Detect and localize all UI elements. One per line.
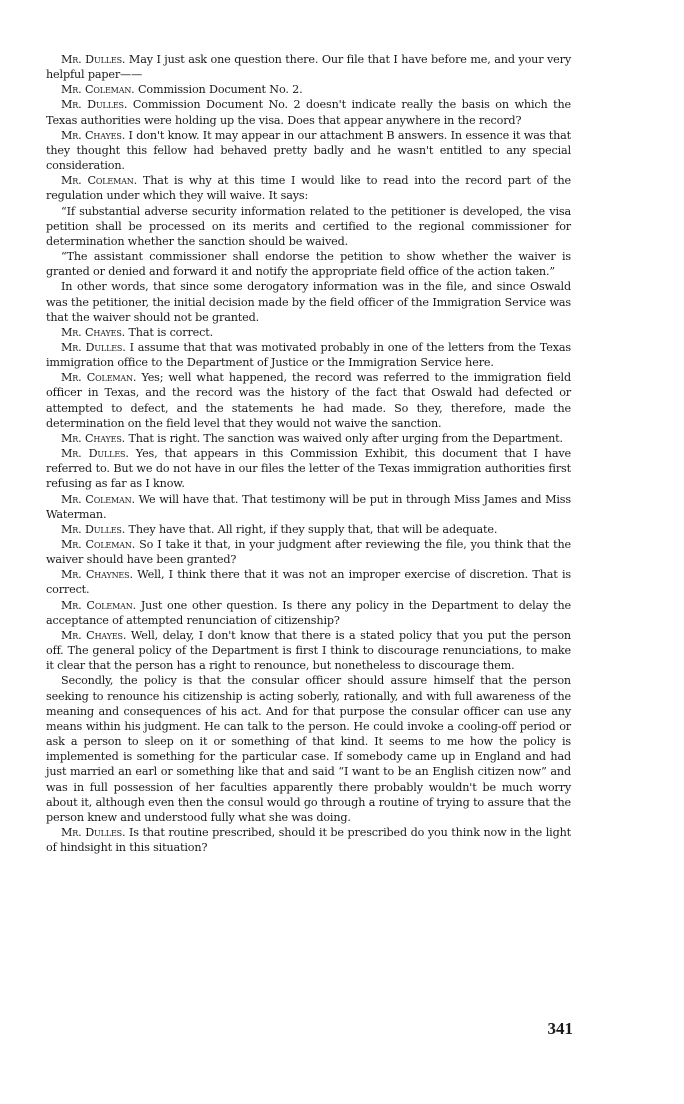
speaker-name: Mr. Chayes. — [61, 128, 126, 142]
paragraph-coleman — [46, 173, 571, 203]
paragraph-text: I assume that that was motivated probably in one of the letters from the Texas immigration office to the Department of Justice or the Immigration Service here. — [46, 340, 571, 370]
paragraph-text: That is right. The sanction was waived only after urging from the Department. — [125, 431, 563, 445]
paragraph-dulles — [46, 446, 571, 491]
speaker-name: Mr. Chayes. — [61, 431, 126, 445]
paragraph-text: That is why at this time I would like to read into the record part of the regulation under which they will waive. It says: — [46, 174, 571, 203]
speaker-name: Mr. Coleman. — [61, 174, 138, 188]
speaker-name: Mr. Coleman. — [61, 83, 135, 97]
speaker-name: Mr. Dulles. — [61, 522, 126, 536]
paragraph-text: Just one other question. Is there any policy in the Department to delay the acceptance of attempted renunciation of citizenship? — [46, 598, 571, 627]
paragraph-text: We will have that. That testimony will be put in through Miss James and Miss Waterman. — [46, 492, 571, 521]
paragraph-coleman — [46, 492, 571, 522]
speaker-name: Mr. Coleman. — [61, 598, 137, 612]
paragraph-text: May I just ask one question there. Our file that I have before me, and your very helpful paper—— — [46, 53, 571, 82]
paragraph-continuation — [46, 673, 571, 825]
paragraph-text: Well, delay, I don't know that there is a stated policy that you put the person off. The general policy of the Department is first I think to discourage renunciations, to make it clear that the person has a right to renounce, but nonetheless to discourage them. — [46, 628, 571, 673]
speaker-name: Mr. Dulles. — [61, 98, 128, 112]
speaker-name: Mr. Coleman. — [61, 492, 135, 506]
document-page — [46, 52, 571, 855]
regulation-quote — [46, 204, 571, 249]
speaker-name: Mr. Dulles. — [61, 825, 126, 839]
paragraph-chayes — [46, 431, 571, 446]
paragraph-text: Secondly, the policy is that the consular officer should assure himself that the person seeking to renounce his citizenship is acting soberly, rationally, and with full awareness of the meaning and consequences of his act. And for that purpose the consular officer can use any means within his judgment. He can talk to the person. He could invoke a cooling-off period or ask a person to sleep on it or something of that kind. It seems to me how the policy is implemented is something for the particular case. If somebody came up in England and had just married an earl or something like that and said “I want to be an English citizen now” and was in full possession of her faculties apparently there probably wouldn't be much worry about it, although even then the consul would go through a routine of trying to assure that the person knew and understood fully what she was doing. — [46, 674, 571, 824]
paragraph-chayes — [46, 628, 571, 673]
paragraph-text: Commission Document No. 2. — [134, 83, 303, 97]
paragraph-text: They have that. All right, if they supply that, that will be adequate. — [125, 522, 498, 536]
paragraph-dulles — [46, 340, 571, 370]
paragraph-chayes — [46, 128, 571, 173]
paragraph-coleman — [46, 370, 571, 431]
paragraph-coleman — [46, 537, 571, 567]
speaker-name: Mr. Dulles. — [61, 340, 126, 354]
paragraph-text: I don't know. It may appear in our attachment B answers. In essence it was that they thought this fellow had behaved pretty badly and he wasn't entitled to any special consideration. — [46, 128, 572, 173]
paragraph-chayes — [46, 325, 571, 340]
paragraph-dulles — [46, 825, 571, 855]
paragraph-coleman — [46, 598, 571, 628]
speaker-name: Mr. Coleman. — [61, 538, 136, 551]
paragraph-text: Well, I think there that it was not an improper exercise of discretion. That is correct. — [46, 568, 571, 597]
speaker-name: Mr. Chaynes. — [61, 568, 133, 582]
paragraph-coleman — [46, 82, 571, 97]
speaker-name: Mr. Chayes. — [61, 325, 126, 339]
paragraph-dulles — [46, 97, 571, 127]
paragraph-text: “If substantial adverse security information related to the petitioner is developed, the visa petition shall be processed on its merits and certified to the regional commissioner for determination whether the sanction should be waived. — [46, 204, 571, 248]
paragraph-text: That is correct. — [125, 325, 213, 339]
page-number: 341 — [547, 1019, 573, 1038]
speaker-name: Mr. Chayes. — [61, 628, 127, 642]
paragraph-text: So I take it that, in your judgment after reviewing the file, you think that the waiver should have been granted? — [46, 538, 571, 567]
paragraph-text: In other words, that since some derogatory information was in the file, and since Oswald was the petitioner, the initial decision made by the field officer of the Immigration Service was that the waiver should not be granted. — [46, 280, 571, 324]
regulation-quote — [46, 249, 571, 279]
paragraph-dulles-question — [46, 52, 571, 82]
paragraph-text: Yes; well what happened, the record was referred to the immigration field officer in Texas, and the record was the history of the fact that Oswald had defected or attempted to defect, and the statements he had made. So they, therefore, made the determination on the field level that they would not waive the sanction. — [46, 371, 571, 430]
speaker-name: Mr. Coleman. — [61, 371, 137, 385]
paragraph-text: Yes, that appears in this Commission Exhibit, this document that I have referred to. But we do not have in our files the letter of the Texas immigration authorities first refusing as far as I know. — [46, 447, 572, 491]
speaker-name: Mr. Dulles. — [61, 53, 126, 66]
paragraph-text: Commission Document No. 2 doesn't indicate really the basis on which the Texas authorities were holding up the visa. Does that appear anywhere in the record? — [46, 98, 571, 127]
paragraph-text: “The assistant commissioner shall endorse the petition to show whether the waiver is granted or denied and forward it and notify the appropriate field office of the action taken.” — [46, 250, 571, 279]
paragraph-text: Is that routine prescribed, should it be prescribed do you think now in the light of hindsight in this situation? — [46, 825, 571, 855]
speaker-name: Mr. Dulles. — [61, 447, 129, 461]
paragraph-dulles — [46, 522, 571, 537]
paragraph-chaynes — [46, 567, 571, 597]
paragraph-continuation — [46, 279, 571, 324]
